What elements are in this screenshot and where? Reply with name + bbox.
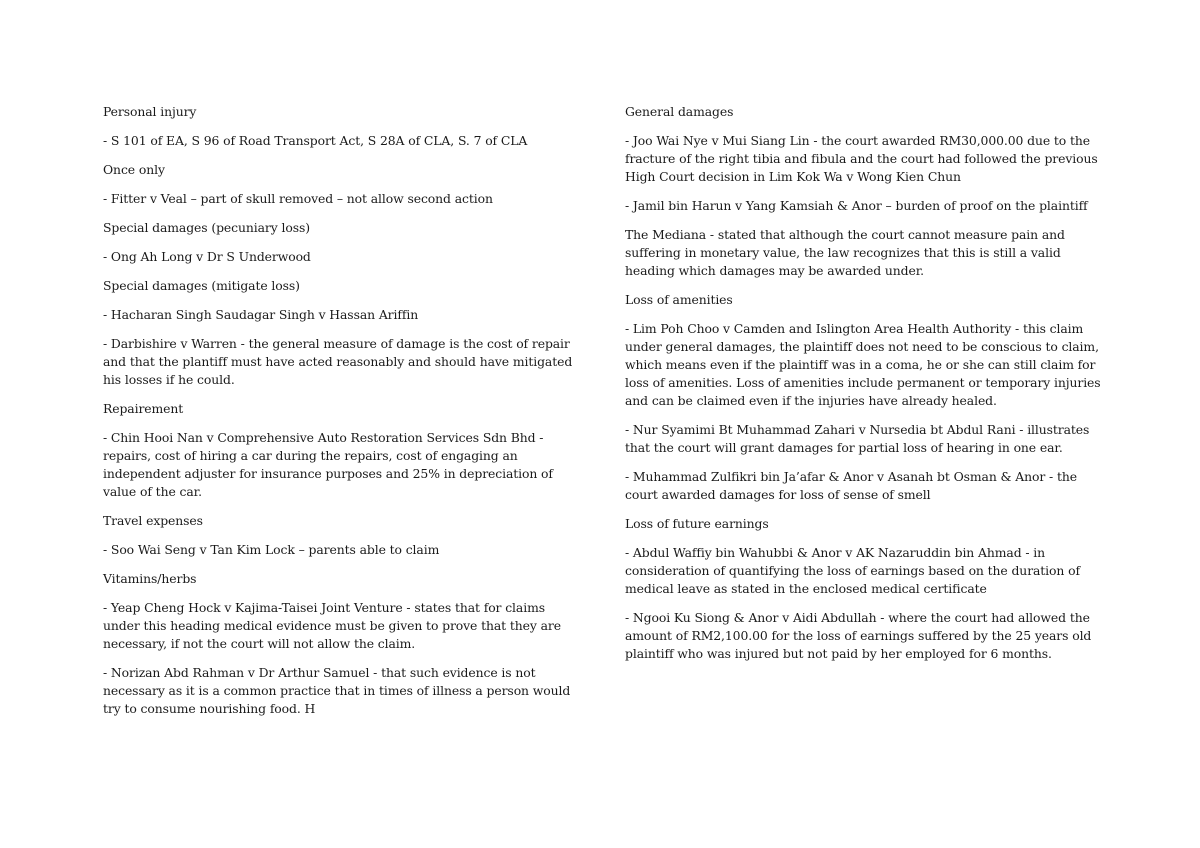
case-lim-poh-choo: - Lim Poh Choo v Camden and Islington Area Health Authority - this claim under general damages, the plaintiff does not need to be conscious to claim, which means even if the plaintiff was in a coma, he or she can still claim for loss of amenities. Loss of amenities include permanent or temporary injuries and can be claimed even if the injuries have already healed. <box>625 321 1101 408</box>
heading-loss-of-amenities: Loss of amenities <box>625 292 733 307</box>
case-joo-wai-nye: - Joo Wai Nye v Mui Siang Lin - the court awarded RM30,000.00 due to the fracture of the right tibia and fibula and the court had followed the previous High Court decision in Lim Kok Wa v Wong Kien Chun <box>625 133 1098 184</box>
case-muhammad-zulfikri: - Muhammad Zulfikri bin Ja’afar & Anor v Asanah bt Osman & Anor - the court awarded damages for loss of sense of smell <box>625 469 1077 502</box>
heading-special-damages-pecuniary: Special damages (pecuniary loss) <box>103 220 310 235</box>
case-hacharan-singh: - Hacharan Singh Saudagar Singh v Hassan Ariffin <box>103 307 419 322</box>
heading-special-damages-mitigate: Special damages (mitigate loss) <box>103 278 300 293</box>
statute-references: - S 101 of EA, S 96 of Road Transport Act, S 28A of CLA, S. 7 of CLA <box>103 133 528 148</box>
case-yeap-cheng-hock: - Yeap Cheng Hock v Kajima-Taisei Joint Venture - states that for claims under this heading medical evidence must be given to prove that they are necessary, if not the court will not allow the claim. <box>103 600 561 651</box>
case-soo-wai-seng: - Soo Wai Seng v Tan Kim Lock – parents able to claim <box>103 542 440 557</box>
heading-repairement: Repairement <box>103 401 184 416</box>
case-the-mediana: The Mediana - stated that although the court cannot measure pain and suffering in monetary value, the law recognizes that this is still a valid heading which damages may be awarded under. <box>625 227 1065 278</box>
heading-personal-injury: Personal injury <box>103 104 197 119</box>
case-ong-ah-long: - Ong Ah Long v Dr S Underwood <box>103 249 311 264</box>
heading-vitamins-herbs: Vitamins/herbs <box>103 571 197 586</box>
case-norizan-abd-rahman: - Norizan Abd Rahman v Dr Arthur Samuel - that such evidence is not necessary as it is a common practice that in times of illness a person would try to consume nourishing food. H <box>103 665 571 716</box>
case-abdul-waffiy: - Abdul Waffiy bin Wahubbi & Anor v AK Nazaruddin bin Ahmad - in consideration of quantifying the loss of earnings based on the duration of medical leave as stated in the enclosed medical certificate <box>625 545 1080 596</box>
heading-once-only: Once only <box>103 162 165 177</box>
case-chin-hooi-nan: - Chin Hooi Nan v Comprehensive Auto Restoration Services Sdn Bhd - repairs, cost of hiring a car during the repairs, cost of engaging an independent adjuster for insurance purposes and 25% in depreciation of value of the car. <box>103 430 553 499</box>
heading-travel-expenses: Travel expenses <box>103 513 203 528</box>
case-fitter-v-veal: - Fitter v Veal – part of skull removed – not allow second action <box>103 191 493 206</box>
case-jamil-bin-harun: - Jamil bin Harun v Yang Kamsiah & Anor – burden of proof on the plaintiff <box>625 198 1088 213</box>
left-column <box>103 103 581 729</box>
case-nur-syamimi: - Nur Syamimi Bt Muhammad Zahari v Nursedia bt Abdul Rani - illustrates that the court will grant damages for partial loss of hearing in one ear. <box>625 422 1090 455</box>
heading-general-damages: General damages <box>625 104 734 119</box>
right-column <box>625 103 1105 674</box>
case-darbishire-v-warren: - Darbishire v Warren - the general measure of damage is the cost of repair and that the plantiff must have acted reasonably and should have mitigated his losses if he could. <box>103 336 573 387</box>
heading-loss-of-future-earnings: Loss of future earnings <box>625 516 769 531</box>
case-ngooi-ku-siong: - Ngooi Ku Siong & Anor v Aidi Abdullah - where the court had allowed the amount of RM2,100.00 for the loss of earnings suffered by the 25 years old plaintiff who was injured but not paid by her employed for 6 months. <box>625 610 1092 661</box>
